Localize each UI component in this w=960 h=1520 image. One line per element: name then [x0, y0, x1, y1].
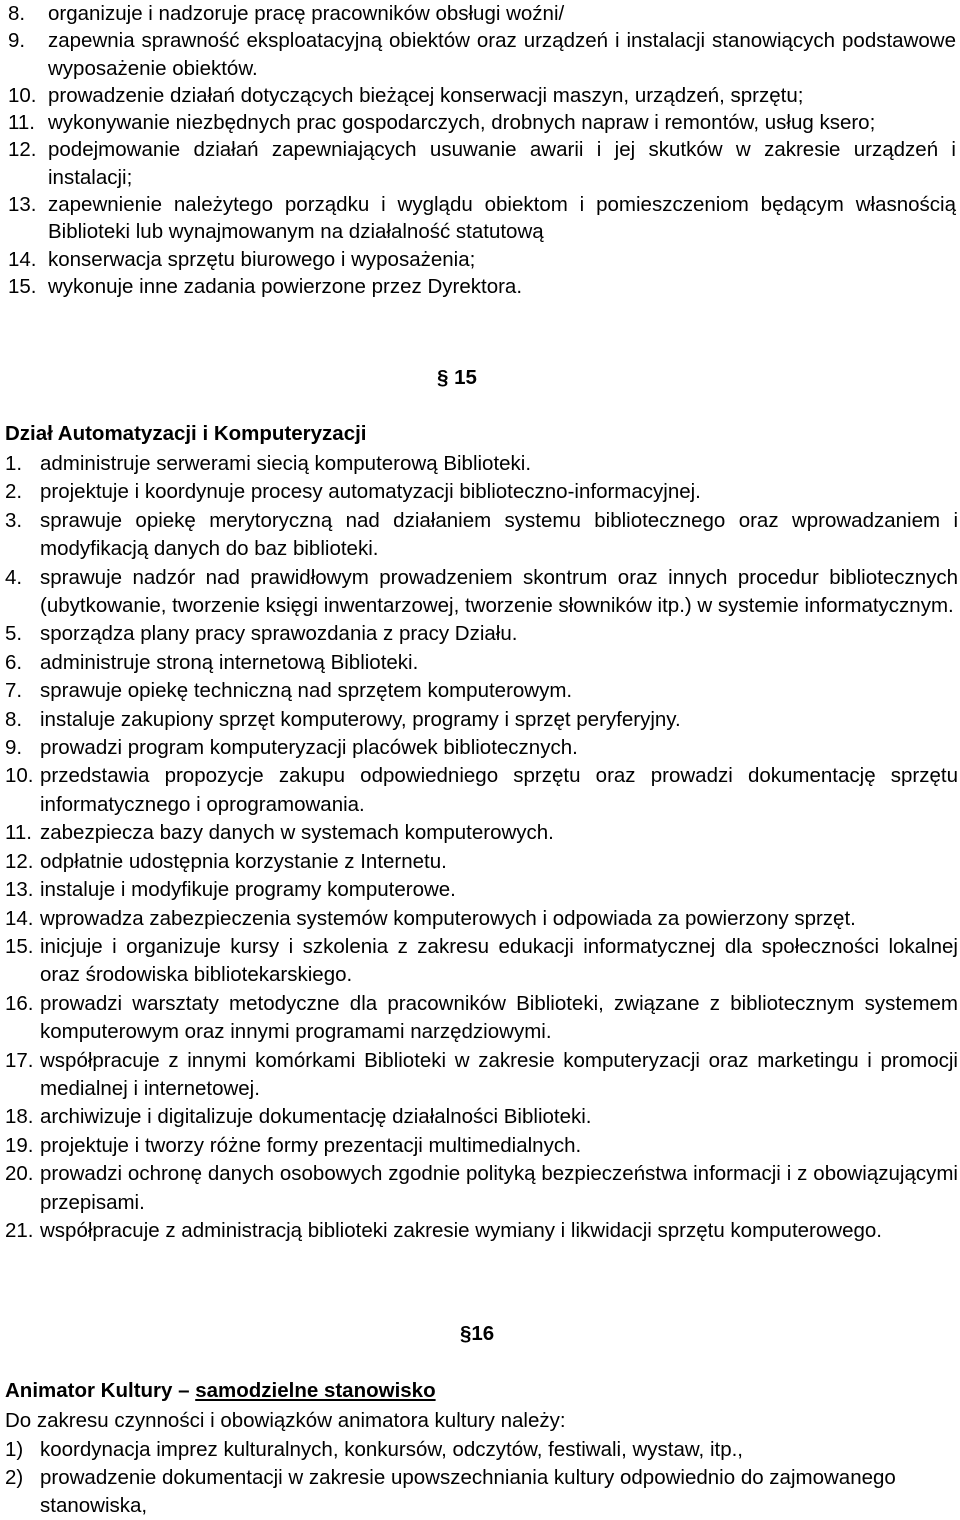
item-text: prowadzi warsztaty metodyczne dla pracowników Biblioteki, związane z bibliotecznym systemem komputerowym oraz innymi programami narzędziowymi. [40, 991, 958, 1044]
list-item [5, 933, 958, 990]
item-number: 10. [8, 83, 37, 107]
item-number: 15. [5, 934, 34, 958]
item-number: 2. [5, 480, 23, 504]
list-item [5, 677, 958, 705]
item-text: projektuje i tworzy różne formy prezentacji multimedialnych. [40, 1133, 582, 1157]
list-item [5, 1436, 905, 1464]
item-number: 12. [5, 849, 34, 873]
item-text: konserwacja sprzętu biurowego i wyposażenia; [48, 247, 476, 271]
item-text: współpracuje z administracją biblioteki zakresie wymiany i likwidacji sprzętu komputerowego. [40, 1218, 882, 1242]
section-15-list [5, 450, 958, 1245]
item-text: prowadzenie dokumentacji w zakresie upowszechniania kultury odpowiednio do zajmowanego stanowiska, [40, 1466, 896, 1517]
list-item [5, 762, 958, 819]
item-text: prowadzenie działań dotyczących bieżącej konserwacji maszyn, urządzeń, sprzętu; [48, 83, 804, 107]
item-text: wykonuje inne zadania powierzone przez Dyrektora. [48, 274, 523, 298]
item-number: 16. [5, 991, 34, 1015]
item-text: instaluje i modyfikuje programy komputerowe. [40, 878, 456, 902]
top-list [8, 0, 956, 300]
list-item [5, 1103, 958, 1131]
item-text: inicjuje i organizuje kursy i szkolenia z zakresu edukacji informatycznej dla społeczności lokalnej oraz środowiska bibliotekarskiego. [40, 934, 958, 987]
item-number: 7. [5, 679, 23, 703]
list-item [5, 905, 958, 933]
item-text: sprawuje nadzór nad prawidłowym prowadzeniem skontrum oraz innych procedur bibliotecznych (ubytkowanie, tworzenie księgi inwentarzowej, tworzenie słowników itp.) w systemie informatycznym. [40, 565, 958, 618]
item-text: sprawuje opiekę techniczną nad sprzętem komputerowym. [40, 679, 573, 703]
list-item [5, 507, 958, 564]
list-item [8, 0, 956, 27]
item-number: 12. [8, 138, 37, 162]
list-item [5, 564, 958, 621]
item-number: 2) [5, 1466, 24, 1489]
paragraph-mark-16: §16 [460, 1322, 495, 1345]
item-number: 10. [5, 764, 34, 788]
list-item [5, 1160, 958, 1217]
item-number: 13. [8, 193, 37, 217]
item-number: 14. [8, 247, 37, 271]
item-text: współpracuje z innymi komórkami Biblioteki w zakresie komputeryzacji oraz marketingu i promocji medialnej i internetowej. [40, 1048, 958, 1100]
list-item [5, 450, 958, 478]
list-item [8, 273, 956, 300]
item-number: 1) [5, 1438, 24, 1461]
list-item [5, 1217, 958, 1245]
item-number: 3. [5, 508, 23, 532]
item-number: 17. [5, 1048, 34, 1072]
list-item [5, 1047, 958, 1104]
item-text: administruje serwerami siecią komputerową Biblioteki. [40, 452, 532, 475]
item-number: 21. [5, 1218, 34, 1242]
list-item [8, 136, 956, 191]
item-text: przedstawia propozycje zakupu odpowiedniego sprzętu oraz prowadzi dokumentację sprzętu informatycznego i oprogramowania. [40, 764, 958, 816]
item-number: 11. [5, 821, 32, 845]
item-text: instaluje zakupiony sprzęt komputerowy, programy i sprzęt peryferyjny. [40, 707, 681, 731]
section-intro: Do zakresu czynności i obowiązków animatora kultury należy: [5, 1409, 566, 1432]
item-number: 18. [5, 1105, 34, 1129]
item-number: 1. [5, 452, 23, 475]
list-item [5, 649, 958, 677]
item-number: 5. [5, 622, 23, 646]
item-text: sprawuje opiekę merytoryczną nad działaniem systemu bibliotecznego oraz wprowadzaniem i modyfikacją danych do baz biblioteki. [40, 508, 958, 561]
item-number: 4. [5, 565, 23, 589]
list-item [5, 620, 958, 648]
item-text: odpłatnie udostępnia korzystanie z Internetu. [40, 849, 447, 873]
item-text: sporządza plany pracy sprawozdania z pracy Działu. [40, 622, 518, 646]
section-heading: Dział Automatyzacji i Komputeryzacji [5, 422, 367, 445]
item-text: prowadzi ochronę danych osobowych zgodnie polityką bezpieczeństwa informacji i z obowiązującymi przepisami. [40, 1162, 958, 1214]
item-text: zapewnia sprawność eksploatacyjną obiektów oraz urządzeń i instalacji stanowiących podstawowe wyposażenie obiektów. [48, 29, 956, 80]
list-item [5, 478, 958, 506]
section-16-list [5, 1436, 905, 1520]
list-item [8, 191, 956, 246]
list-item [5, 990, 958, 1047]
list-item [5, 1464, 905, 1520]
item-number: 8. [8, 2, 26, 25]
item-number: 13. [5, 878, 34, 902]
list-item [8, 246, 956, 273]
heading-title: Animator Kultury – [5, 1379, 196, 1402]
heading-subtitle: samodzielne stanowisko [195, 1379, 436, 1402]
item-text: organizuje i nadzoruje pracę pracowników obsługi woźni/ [48, 2, 565, 25]
item-number: 6. [5, 650, 23, 674]
item-text: koordynacja imprez kulturalnych, konkursów, odczytów, festiwali, wystaw, itp., [40, 1438, 743, 1461]
item-number: 11. [8, 111, 35, 135]
item-text: zabezpiecza bazy danych w systemach komputerowych. [40, 821, 554, 845]
item-number: 8. [5, 707, 23, 731]
item-text: zapewnienie należytego porządku i wyglądu obiektom i pomieszczeniom będącym własnością Biblioteki lub wynajmowanym na działalność statutową [48, 193, 956, 244]
list-item [5, 706, 958, 734]
item-number: 20. [5, 1162, 34, 1186]
item-number: 14. [5, 906, 34, 930]
item-number: 19. [5, 1133, 34, 1157]
item-number: 9. [5, 736, 23, 760]
list-item [5, 734, 958, 762]
item-text: podejmowanie działań zapewniających usuwanie awarii i jej skutków w zakresie urządzeń i instalacji; [48, 138, 956, 189]
list-item [8, 82, 956, 109]
list-item [5, 848, 958, 876]
list-item [5, 1132, 958, 1160]
item-number: 15. [8, 274, 37, 298]
list-item [8, 27, 956, 82]
section-heading [5, 1379, 436, 1403]
item-text: prowadzi program komputeryzacji placówek bibliotecznych. [40, 736, 578, 760]
list-item [8, 109, 956, 136]
list-item [5, 819, 958, 847]
item-text: wykonywanie niezbędnych prac gospodarczych, drobnych napraw i remontów, usług ksero; [48, 111, 876, 135]
paragraph-mark-15: § 15 [437, 366, 477, 389]
item-text: projektuje i koordynuje procesy automatyzacji biblioteczno-informacyjnej. [40, 480, 701, 504]
list-item [5, 876, 958, 904]
item-text: administruje stroną internetową Biblioteki. [40, 650, 419, 674]
item-text: wprowadza zabezpieczenia systemów komputerowych i odpowiada za powierzony sprzęt. [40, 906, 856, 930]
item-text: archiwizuje i digitalizuje dokumentację działalności Biblioteki. [40, 1105, 592, 1129]
item-number: 9. [8, 29, 26, 53]
